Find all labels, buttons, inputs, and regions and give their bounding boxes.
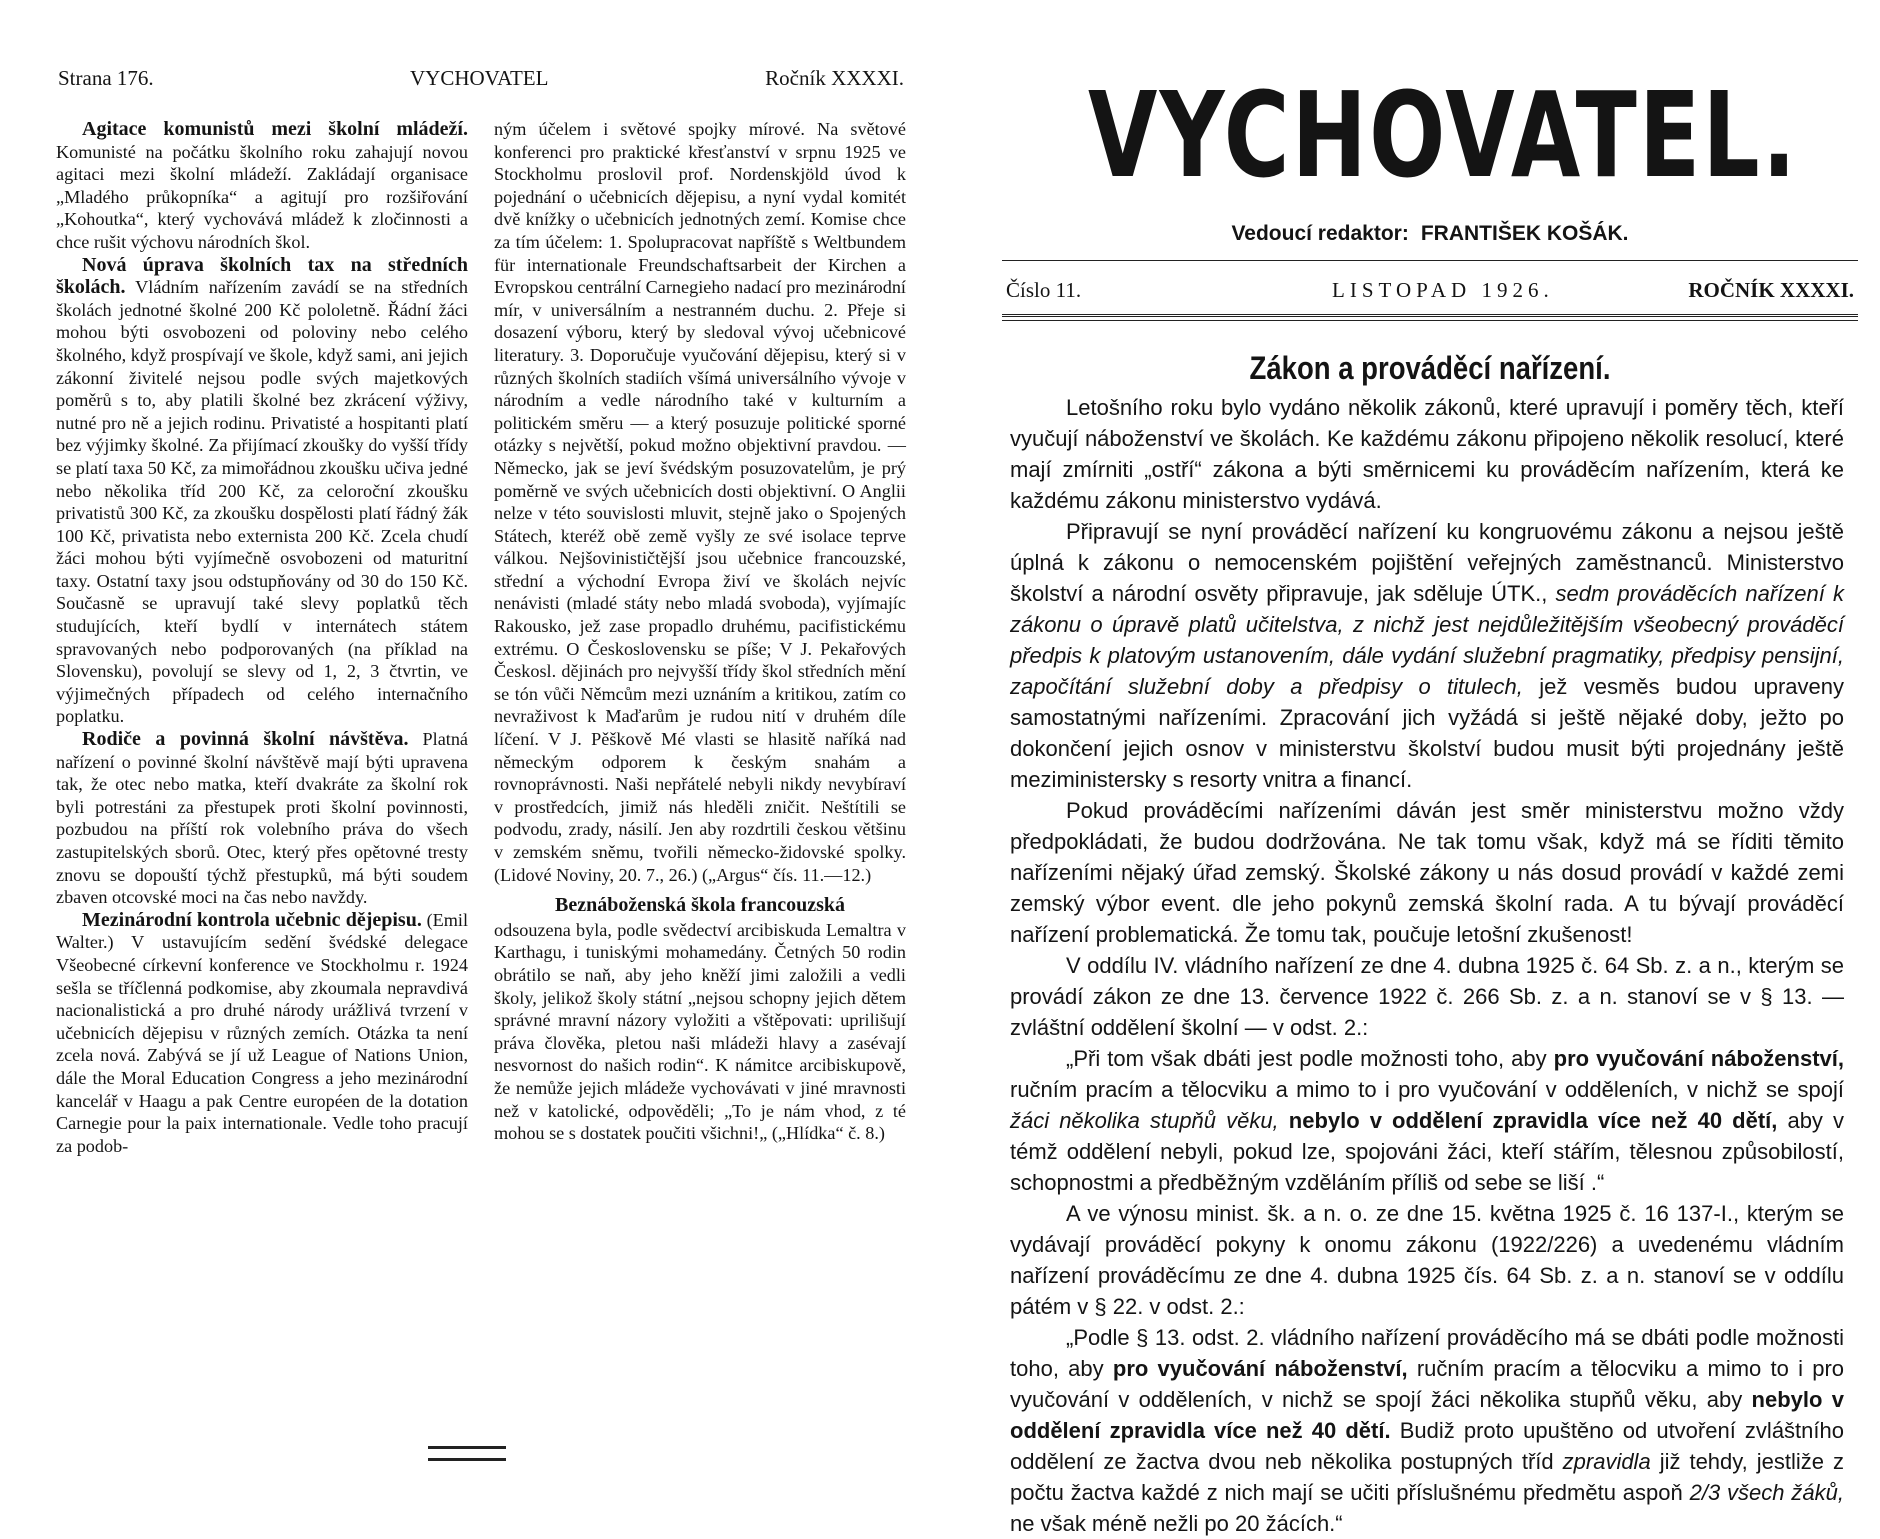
right-page [980, 0, 1880, 1536]
end-rule [428, 1446, 506, 1461]
volume-label: Ročník XXXXI. [765, 66, 904, 90]
article-heading: Nová úprava školních tax na středních školách. [56, 253, 468, 299]
issue-number: Číslo 11. [1006, 278, 1082, 302]
editor-line [980, 222, 1880, 246]
running-title: VYCHOVATEL [410, 66, 549, 90]
left-running-header [58, 66, 904, 96]
article-heading: Agitace komunistů mezi školní mládeží. [82, 118, 468, 140]
issue-volume: ROČNÍK XXXXI. [1688, 278, 1854, 302]
page-number: Strana 176. [58, 66, 154, 90]
article-text: Komunisté na počátku školního roku zahajují novou agitaci mezi školní mládeží. Zakládají organisace „Mladého průkopníka“ a agitují pro rozšiřování „Kohoutka“, který vychovává mládež k zločinnosti a chce rušit výchovu národních škol. [56, 141, 468, 252]
paragraph: Připravují se nyní prováděcí nařízení ku kongruovému zákonu a nejsou ještě úplná k zákonu o nemocenském pojištění veřejných zaměstnanců. Ministerstvo školství a národní osvěty připravuje, jak sděluje ÚTK., sedm prováděcích nařízení k zákonu o úpravě platů učitelstva, z nichž jest nejdůležitějším všeobecný prováděcí předpis k platovým ustanovením, dále vydání služební pragmatiky, předpisy pensijní, započítání služební doby a předpisy o titulech, jež vesměs budou upraveny samostatnými nařízeními. Zpracování jich vyžádá si ještě nějaké doby, ježto po dokončení jejich osnov v ministerstvu školství budou musit býti projednány ještě meziministersky s resorty vnitra a financí. [1010, 519, 1844, 792]
article-heading: Mezinárodní kontrola učebnic dějepisu. [82, 908, 422, 931]
divider [1002, 314, 1858, 321]
divider [1002, 260, 1858, 261]
issue-line [1002, 278, 1858, 306]
issue-date: LISTOPAD 1926. [1332, 278, 1554, 302]
article-body [1010, 392, 1844, 1539]
editor-name: FRANTIŠEK KOŠÁK. [1420, 222, 1629, 245]
paragraph: V oddílu IV. vládního nařízení ze dne 4. dubna 1925 č. 64 Sb. z. a n., kterým se provádí zákon ze dne 13. července 1922 č. 266 Sb. z. a n. stanoví se v § 13. — zvláštní oddělení školní — v odst. 2.: [1010, 953, 1844, 1040]
left-page [0, 0, 940, 1500]
article-heading: Rodiče a povinná školní návštěva. [82, 728, 409, 751]
article-title: Zákon a prováděcí nařízení. [1249, 350, 1611, 386]
paragraph: Letošního roku bylo vydáno několik zákonů, které upravují i poměry těch, kteří vyučují náboženství ve školách. Ke každému zákonu připojeno několik resolucí, které mají zmírniti „ostří“ zákona a býti směrnicemi ku prováděcím nařízením, která ke každému zákonu ministerstvo vydává. [1010, 395, 1844, 513]
article-communists [56, 118, 468, 254]
masthead: VYCHOVATEL. [1088, 66, 1799, 204]
article-text: odsouzena byla, podle svědectví arcibiskuda Lemaltra v Karthagu, i tuniskými mohamedány. Četných 50 rodin obrátilo se naň, aby jeho kněží jimi založili a vedli školy, jelikož školy státní „nejsou schopny jejich dětem správné mravní názory vyložiti a vštěpovati: uprilišují práva člověka, pletou naši mládeži hlavy a zasévají nesvornost do našich rodin“. K námitce arcibiskupově, že nemůže jejich mládeže vychovávati v jiné mravnosti než v katolické, odpověděli; „To je nám vhod, z té mohou se s dostatek poučiti všichni!„ („Hlídka“ č. 8.) [494, 919, 906, 1144]
article-text: Platná nařízení o povinné školní návštěvě mají býti upravena tak, že otec nebo matka, kteří dvakráte za školní rok byli potrestáni za přestupek proti školní povinnosti, pozbudou na příští rok volebního práva do všech zastupitelských sborů. Otec, který přes opětovné tresty znovu se dopouští týchž přestupků, má býti soudem zbaven otcovské moci na čas nebo navždy. [56, 729, 469, 908]
article-parents [56, 728, 468, 909]
article-textbooks [56, 909, 468, 1158]
article-text: (Emil Walter.) V ustavujícím sedění švédské delegace Všeobecné církevní konference ve Stockholmu r. 1924 sešla se tříčlenná podkomise, aby zkoumala nepravdivá nacionalistická a pro druhé národy urážlivá tvrzení v učebnicích dějepisu v různých zemích. Otázka ta není zcela nová. Zabývá se jí už League of Nations Union, dále the Moral Education Congress a jeho mezinárodní kancelář v Haagu a pak Centre européen de la dotation Carnegie pour la paix internationale. Vedle toho pracují za podob- [56, 909, 468, 1156]
quote: „Podle § 13. odst. 2. vládního nařízení prováděcího má se dbáti podle možnosti toho, aby pro vyučování náboženství, ručním pracím a tělocviku a mimo to i pro vyučování v odděleních, v nichž se spojí žáci několika stupňů věku, aby nebylo v oddělení zpravidla více než 40 dětí. Budiž proto upuštěno od utvoření zvláštního oddělení ze žactva dvou neb několika postupných tříd zpravidla již tehdy, jestliže z počtu žactva každé z nich mají se učiti příslušnému předmětu aspoň 2/3 všech žáků, ne však méně nežli po 20 žácích.“ [1010, 1325, 1845, 1536]
article-textbooks-continued: ným účelem i světové spojky mírové. Na světové konferenci pro praktické křesťanství v srpnu 1925 ve Stockholmu proslovil prof. Nordenskjöld úvod k pojednání o učebnicích dějepisu, a nyní vydal komitét dvě knížky o učebnicích jednotných zemí. Komise chce za tím účelem: 1. Spolupracovat napříště s Weltbundem für internationale Freundschaftsarbeit der Kirchen a Evropskou centrální Carnegieho nadací pro mezinárodní mír, v universálním a nestranném duchu. 2. Přeje si dosazení výboru, který by sledoval vývoj učebnicové literatury. 3. Doporučuje vyučování dějepisu, který si v různých školních stadiích všímá universálního vývoje v národním a vedle národního také v kulturním a politickém směru — a který posuzuje politické sporné otázky s největší, pokud možno objektivní pravdou. — Německo, jak se jeví švédským posuzovatelům, je prý poměrně ve svých učebnicích dosti objektivní. O Anglii nelze v této souvislosti mluvit, stejně jako o Spojených Státech, kteréž obě země vyšly ze své isolace teprve válkou. Nejšovinističtější jsou učebnice francouzské, střední a východní Evropa živí ve školách nejvíc nenávisti (mladé státy nebo mladá svoboda), vyjímajíc Rakousko, jež zase propadlo druhému, pacifistickému extrému. O Československu se píše; V J. Pekařových Českosl. dějinách pro nejvyšší třídy škol středních mění se tón vůči Němcům mezi uznáním a kritikou, zatím co nevraživost k Maďarům je rudou nití v druhém díle líčení. V J. Pěškově Mé vlasti se hlasitě naříká nad německým odporem k českým snahám a rovnoprávnosti. Naši nepřátelé nebyli nikdy nevybíraví v prostředcích, jimiž nás hleděli zničit. Neštítili se podvodu, zrady, násilí. Jen aby rozdrtili českou většinu v zemském sněmu, tvořili německo-židovské spolky. (Lidové Noviny, 20. 7., 26.) („Argus“ čís. 11.—12.) [494, 119, 906, 885]
quote: „Při tom však dbáti jest podle možnosti toho, aby pro vyučování náboženství, ručním pracím a tělocviku a mimo to i pro vyučování v odděleních, v nichž se spojí žáci několika stupňů věku, nebylo v oddělení zpravidla více než 40 dětí, aby v témž oddělení nebyli, pokud lze, spojováni žáci, kteří stářím, tělesnou způsobilostí, schopnostmi a předběžným vzděláním příliš od sebe se liší .“ [1010, 1046, 1844, 1195]
article-heading: Beznáboženská škola francouzská [554, 894, 846, 917]
paragraph: Pokud prováděcími nařízeními dáván jest směr ministerstvu možno vždy předpokládati, že budou dodržována. Ne tak tomu však, když má se říditi těmito nařízeními nějaký úřad zemský. Školské zákony u nás dosud provádí v každé zemi zemský výbor event. dle jeho pokynů zemská školní rada. A tu bývají prováděcí nařízení problematická. Že tomu tak, poučuje letošní zkušenost! [1010, 798, 1844, 947]
article-text: Vládním nařízením zavádí se na středních školách jednotné školné 200 Kč pololetně. Řádní žáci mohou býti osvobozeni od poloviny nebo celého školného, když prospívají ve škole, když sami, ani jejich zákonní živitelé nejsou podle svých majetkových poměrů s to, aby platili školné bez zkrácení výživy, nutné pro ně a jejich rodinu. Privatisté a hospitanti platí bez výjimky školné. Za přijímací zkoušky do vyšší třídy se platí taxa 50 Kč, za mimořádnou zkoušku učiva jedné nebo několika tříd 200 Kč, za celoroční zkoušku privatistů 300 Kč, za zkoušku dospělosti platí řádný žák 100 Kč, privatista nebo externista 200 Kč. Zcela chudí žáci mohou býti vyjímečně osvobozeni od maturitní taxy. Ostatní taxy jsou odstupňovány od 30 do 150 Kč. Současně se upravují také slevy poplatků těch studujících, kteří bydlí v internátech státem spravovaných nebo podporovaných (na příklad na Slovensku), povolují se slevy od 1, 2, 3 čtvrtin, ve výjimečných případech od celého internačního poplatku. [56, 277, 468, 727]
paragraph: A ve výnosu minist. šk. a n. o. ze dne 15. května 1925 č. 16 137-I., kterým se vydávají prováděcí pokyny k onomu zákonu (1922/226) a uvedenému vládním nařízení prováděcímu ze dne 4. dubna 1925 čís. 64 Sb. z. a n. stanoví se v oddílu pátém v § 22. v odst. 2.: [1010, 1201, 1844, 1319]
left-column-1 [56, 118, 468, 1157]
article-school-fees [56, 254, 468, 728]
editor-label: Vedoucí redaktor: [1231, 222, 1409, 245]
left-column-2 [494, 118, 906, 1145]
